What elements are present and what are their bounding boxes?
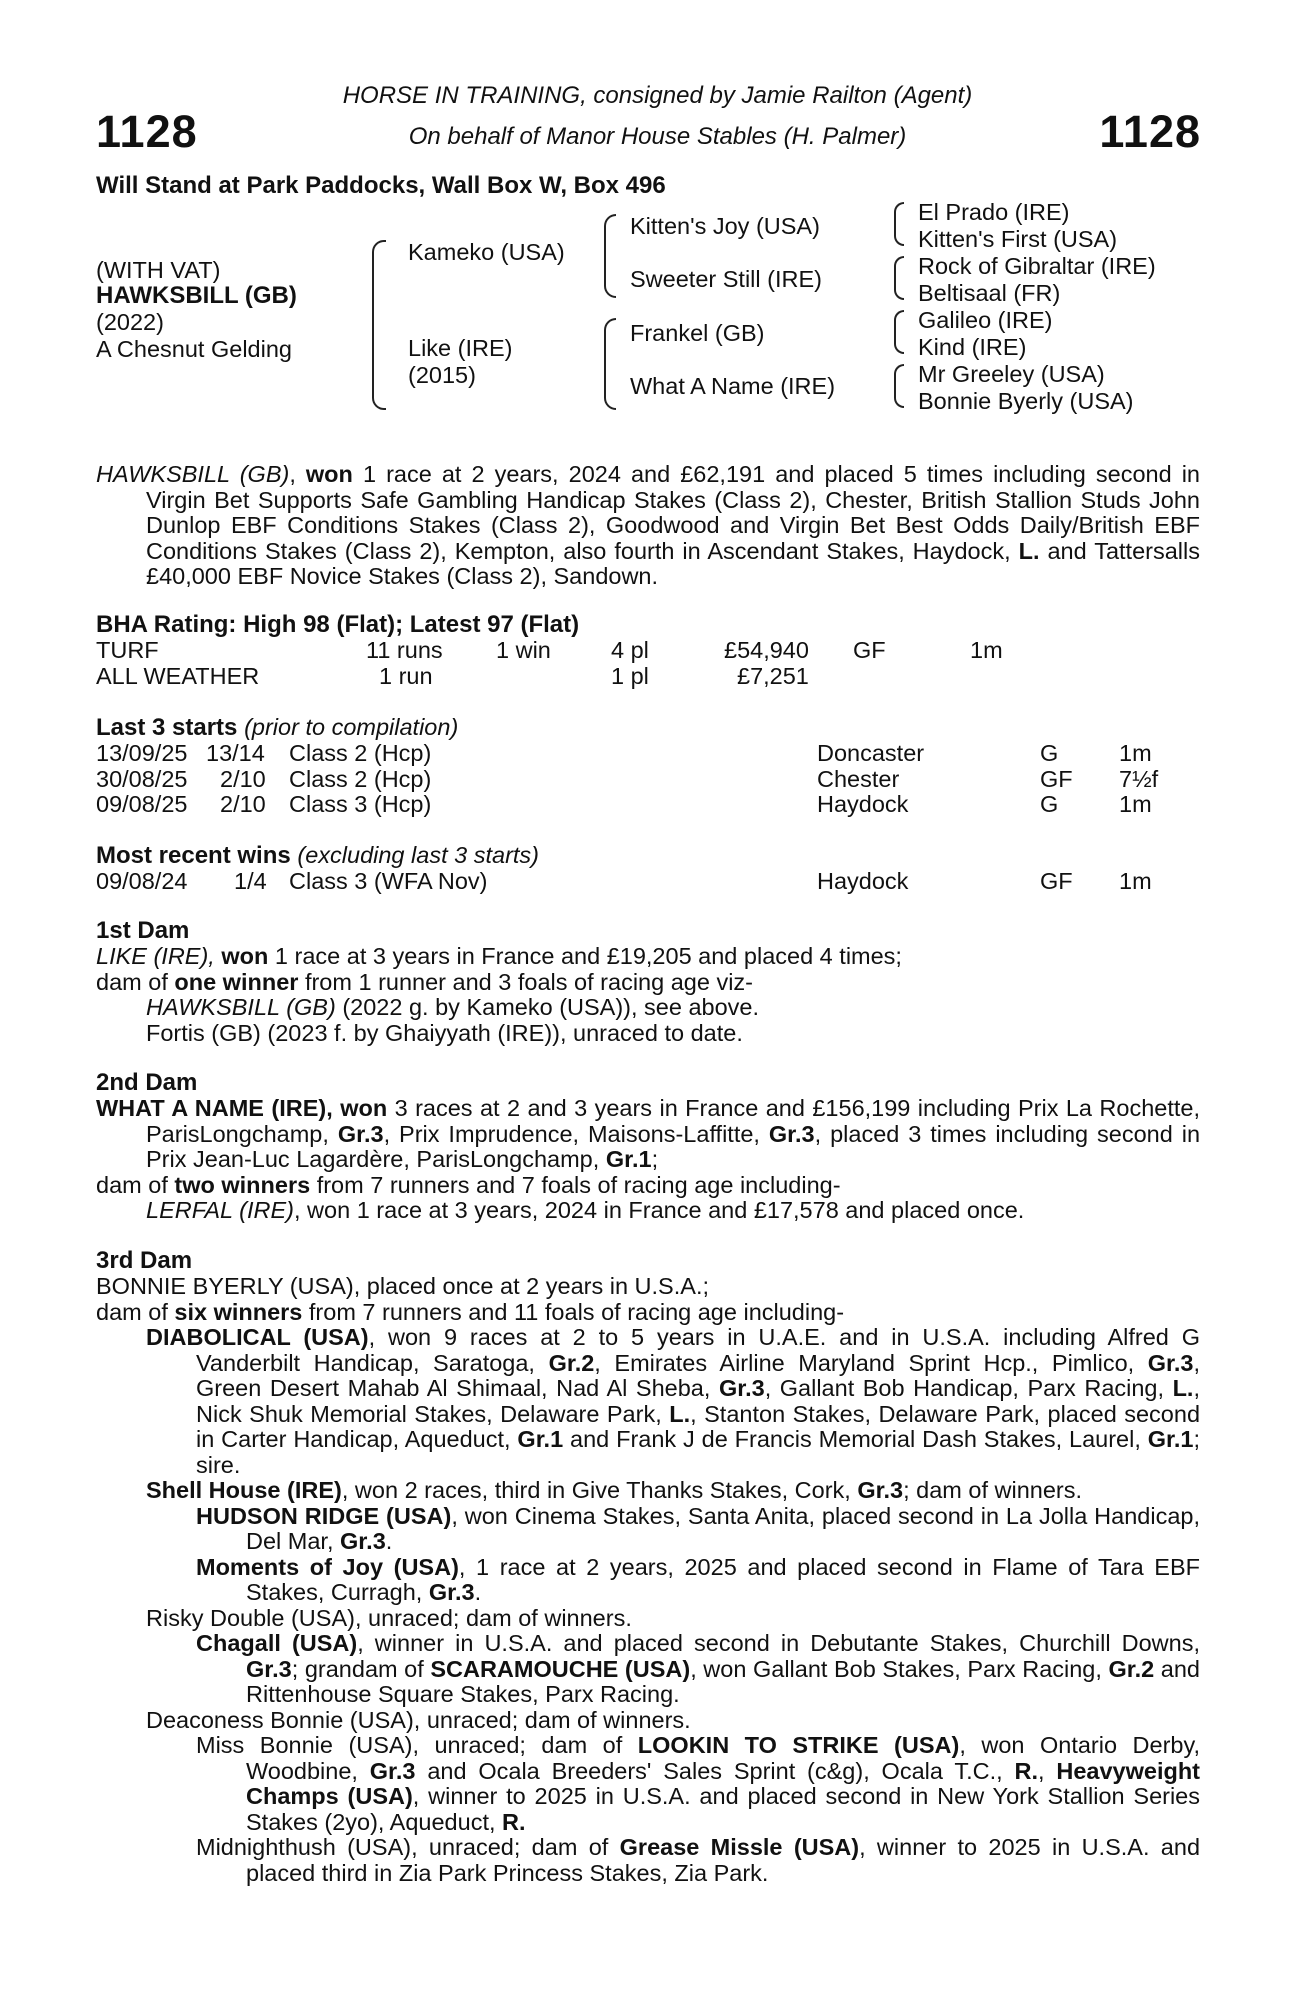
- brace-gen1: [372, 240, 386, 410]
- summary-text-end: and Tattersalls £40,000 EBF Novice Stakes (Class 2), Sandown.: [146, 537, 1200, 589]
- summary-text: 1 race at 2 years, 2024 and £62,191 and placed 5 times including second in Virgin Bet Supports Safe Gambling Handicap Stakes (Class 2), Chester, British Stallion Studs John Dunlop EBF Conditions Stakes (Class 2), Goodwood and Virgin Bet Best Odds Daily/British EBF Conditions Stakes (Class 2), Kempton, also fourth in Ascendant Stakes, Haydock,: [146, 461, 1200, 564]
- dam3-winners-text: from 7 runners and 11 foals of racing age including-: [308, 1298, 845, 1325]
- dam2-dam-of: dam of: [96, 1171, 168, 1198]
- progeny-name: Shell House (IRE): [146, 1477, 342, 1503]
- dam3-dam-of: dam of: [96, 1298, 168, 1325]
- dam2-text: 3 races at 2 and 3 years in France and £156,199 including Prix La Rochette, ParisLongchamp,: [146, 1095, 1201, 1147]
- rating-surface: TURF: [96, 637, 159, 663]
- rating-surface: ALL WEATHER: [96, 662, 260, 689]
- ped-ds: Frankel (GB): [630, 320, 765, 346]
- win-pos: 1/4: [234, 868, 267, 894]
- win-course: Haydock: [817, 868, 909, 894]
- brace-ss: [894, 202, 904, 246]
- grade: Gr.3: [768, 1120, 815, 1147]
- win-date: 09/08/24: [96, 868, 188, 894]
- consignor-line: HORSE IN TRAINING, consigned by Jamie Railton (Agent): [342, 82, 973, 109]
- rating-placed: 1 pl: [611, 662, 649, 689]
- progeny-name: DIABOLICAL (USA): [146, 1324, 369, 1350]
- dam2-winners: two winners: [174, 1171, 311, 1198]
- rating-row-aw: [96, 664, 1200, 690]
- ped-dd: What A Name (IRE): [630, 373, 836, 399]
- progeny-text: Midnighthush (USA), unraced; dam of: [196, 1834, 609, 1860]
- brace-ds: [894, 310, 904, 354]
- dam1-foal1-name: HAWKSBILL (GB): [146, 994, 336, 1020]
- start-going: G: [1040, 740, 1059, 766]
- progeny-text: Miss Bonnie (USA), unraced; dam of: [196, 1732, 623, 1758]
- start-date: 13/09/25: [96, 740, 188, 766]
- grade: Gr.1: [517, 1426, 564, 1452]
- grade: Gr.3: [718, 1375, 765, 1401]
- summary-won: won: [305, 461, 353, 487]
- brace-dam: [604, 318, 616, 410]
- dam2-foal-name: LERFAL (IRE): [146, 1197, 294, 1223]
- progeny-text: , winner to 2025 in U.S.A. and placed second in New York Stallion Series Stakes (2yo), Aqueduct,: [246, 1783, 1201, 1835]
- dam3-winners: six winners: [174, 1298, 303, 1325]
- start-pos: 2/10: [220, 765, 266, 792]
- rating-going: GF: [853, 637, 886, 663]
- progeny-text: , Stanton Stakes, Delaware Park, placed second in Carter Handicap, Aqueduct,: [196, 1400, 1201, 1452]
- progeny-text: , won 2 races, third in Give Thanks Stakes, Cork,: [341, 1477, 851, 1503]
- moments-of-joy-entry: [96, 1555, 1200, 1606]
- ped-dam-year: (2015): [408, 362, 476, 388]
- chagall-entry: [96, 1631, 1200, 1708]
- progeny-name: Chagall (USA): [196, 1630, 358, 1656]
- progeny-name: SCARAMOUCHE (USA): [430, 1655, 691, 1682]
- ped-sds: Rock of Gibraltar (IRE): [918, 253, 1156, 279]
- progeny-text: , won Cinema Stakes, Santa Anita, placed second in La Jolla Handicap, Del Mar,: [246, 1502, 1200, 1554]
- grade: Gr.3: [246, 1655, 292, 1682]
- progeny-name: HUDSON RIDGE (USA): [196, 1502, 452, 1529]
- grade: L.: [669, 1400, 691, 1427]
- start-pos: 13/14: [206, 740, 265, 766]
- rating-runs: 1 run: [379, 662, 433, 689]
- brace-sire: [604, 214, 616, 298]
- progeny-text: ; grandam of: [291, 1655, 424, 1682]
- vat-note: (WITH VAT): [96, 257, 221, 283]
- risky-double-entry: Risky Double (USA), unraced; dam of winners.: [146, 1604, 632, 1631]
- dam2-heading: 2nd Dam: [96, 1069, 198, 1096]
- last3-row: [96, 792, 1200, 818]
- ped-ssd: Kitten's First (USA): [918, 226, 1118, 252]
- ped-dss: Galileo (IRE): [918, 307, 1053, 333]
- grade: Gr.3: [369, 1757, 416, 1784]
- summary-horse-name: HAWKSBILL (GB): [96, 461, 290, 487]
- progeny-text: , won Gallant Bob Stakes, Parx Racing,: [690, 1655, 1102, 1682]
- dam2-won: won: [340, 1095, 388, 1121]
- progeny-text: .: [385, 1528, 393, 1554]
- recent-note: (excluding last 3 starts): [297, 842, 540, 868]
- progeny-text: , won Ontario Derby, Woodbine,: [246, 1732, 1201, 1784]
- horse-year: (2022): [96, 309, 164, 335]
- last3-heading: Last 3 starts: [96, 714, 238, 741]
- progeny-text: and Frank J de Francis Memorial Dash Stakes, Laurel,: [570, 1426, 1141, 1452]
- dam2-text: , Prix Imprudence, Maisons-Laffitte,: [383, 1120, 760, 1147]
- dam2-text: , placed 3 times including second in Prix Jean-Luc Lagardère, ParisLongchamp,: [146, 1120, 1201, 1172]
- rating-dist: 1m: [970, 637, 1003, 663]
- grade: Gr.1: [605, 1146, 652, 1172]
- diabolical-entry: [96, 1325, 1200, 1478]
- dam1-text: 1 race at 3 years in France and £19,205 and placed 4 times;: [274, 943, 902, 969]
- last-3-starts: [96, 714, 1200, 818]
- progeny-text: , 1 race at 2 years, 2025 and placed second in Flame of Tara EBF Stakes, Curragh,: [246, 1553, 1200, 1605]
- progeny-text: , winner in U.S.A. and placed second in Debutante Stakes, Churchill Downs,: [357, 1630, 1200, 1656]
- recent-heading: Most recent wins: [96, 842, 291, 869]
- start-class: Class 2 (Hcp): [289, 765, 432, 792]
- progeny-text: and Ocala Breeders' Sales Sprint (c&g), Ocala T.C.,: [427, 1757, 1003, 1784]
- grade: R.: [1014, 1757, 1038, 1784]
- progeny-name: Grease Missle (USA): [619, 1834, 860, 1860]
- rating-wins: 1 win: [496, 637, 551, 663]
- progeny-text: .: [474, 1579, 482, 1605]
- ped-sss: El Prado (IRE): [918, 199, 1070, 225]
- ped-ss: Kitten's Joy (USA): [630, 213, 820, 239]
- progeny-name: LOOKIN TO STRIKE (USA): [637, 1732, 960, 1758]
- ped-sire: Kameko (USA): [408, 239, 565, 265]
- dam2-name: WHAT A NAME (IRE),: [96, 1095, 333, 1121]
- ped-dds: Mr Greeley (USA): [918, 361, 1105, 387]
- rating-row-turf: [96, 638, 1200, 664]
- progeny-text: ; sire.: [196, 1426, 1201, 1478]
- dam1-foal1-text: (2022 g. by Kameko (USA)), see above.: [342, 994, 760, 1020]
- start-pos: 2/10: [220, 791, 266, 817]
- lot-number-left: 1128: [96, 106, 198, 157]
- progeny-text: , Green Desert Mahab Al Shimaal, Nad Al Sheba,: [196, 1349, 1201, 1401]
- grade: R.: [502, 1808, 526, 1835]
- progeny-text: , Emirates Airline Maryland Sprint Hcp., Pimlico,: [594, 1349, 1135, 1376]
- dam2-winners-text: from 7 runners and 7 foals of racing age including-: [316, 1171, 841, 1198]
- rating-section: [96, 612, 1200, 689]
- win-class: Class 3 (WFA Nov): [289, 868, 488, 894]
- start-dist: 1m: [1119, 740, 1152, 766]
- progeny-name: Heavyweight Champs (USA): [246, 1757, 1201, 1809]
- dam1-name: LIKE (IRE),: [96, 943, 215, 969]
- dam1-foal2: Fortis (GB) (2023 f. by Ghaiyyath (IRE)), unraced to date.: [146, 1019, 743, 1046]
- start-course: Haydock: [817, 791, 909, 817]
- stand-location: Will Stand at Park Paddocks, Wall Box W, Box 496: [96, 172, 666, 199]
- ped-sdd: Beltisaal (FR): [918, 280, 1061, 306]
- last3-row: [96, 767, 1200, 793]
- second-dam: [96, 1070, 1200, 1224]
- hudson-ridge-entry: [96, 1504, 1200, 1555]
- dam2-text: ;: [651, 1146, 659, 1172]
- start-dist: 7½f: [1119, 765, 1159, 792]
- first-dam: [96, 918, 1200, 1046]
- dam1-winners: one winner: [174, 968, 299, 995]
- race-summary: HAWKSBILL (GB), won 1 race at 2 years, 2024 and £62,191 and placed 5 times including second in Virgin Bet Supports Safe Gambling Handicap Stakes (Class 2), Chester, British Stallion Studs John Dunlop EBF Conditions Stakes (Class 2), Goodwood and Virgin Bet Best Odds Daily/British EBF Conditions Stakes (Class 2), Kempton, also fourth in Ascendant Stakes, Haydock, L. and Tattersalls £40,000 EBF Novice Stakes (Class 2), Sandown.: [96, 461, 1200, 589]
- on-behalf-line: On behalf of Manor House Stables (H. Palmer): [408, 123, 907, 150]
- ped-sd: Sweeter Still (IRE): [630, 266, 822, 292]
- start-going: G: [1040, 791, 1059, 817]
- summary-listed: L.: [1018, 537, 1040, 564]
- grade: L.: [1172, 1375, 1194, 1401]
- start-class: Class 2 (Hcp): [289, 740, 432, 766]
- grade: Gr.2: [1108, 1655, 1155, 1682]
- progeny-text: , Gallant Bob Handicap, Parx Racing,: [764, 1375, 1165, 1401]
- grade: Gr.3: [1147, 1349, 1194, 1376]
- rating-prize: £54,940: [724, 637, 809, 663]
- deaconess-entry: Deaconess Bonnie (USA), unraced; dam of winners.: [146, 1706, 691, 1733]
- dam1-dam-of: dam of: [96, 968, 168, 995]
- ped-ddd: Bonnie Byerly (USA): [918, 388, 1134, 414]
- horse-description: A Chesnut Gelding: [96, 336, 292, 362]
- grade: Gr.1: [1147, 1426, 1194, 1452]
- start-course: Doncaster: [817, 740, 925, 766]
- dam1-won: won: [221, 943, 269, 969]
- grade: Gr.3: [337, 1120, 384, 1147]
- brace-dd: [894, 364, 904, 408]
- midnighthush-entry: [96, 1835, 1200, 1886]
- brace-sd: [894, 256, 904, 300]
- grade: Gr.3: [340, 1528, 386, 1554]
- grade: Gr.2: [548, 1349, 595, 1376]
- start-date: 30/08/25: [96, 765, 188, 792]
- grade: Gr.3: [857, 1477, 904, 1503]
- progeny-name: Moments of Joy (USA): [196, 1553, 459, 1580]
- rating-placed: 4 pl: [611, 637, 649, 663]
- progeny-text: , won 9 races at 2 to 5 years in U.A.E. and in U.S.A. including Alfred G Vanderbilt Handicap, Saratoga,: [196, 1324, 1200, 1376]
- start-going: GF: [1040, 765, 1073, 792]
- start-dist: 1m: [1119, 791, 1152, 817]
- win-going: GF: [1040, 868, 1073, 894]
- progeny-text: and Rittenhouse Square Stakes, Parx Racing.: [246, 1655, 1201, 1707]
- third-dam: [96, 1248, 1200, 1886]
- dam3-heading: 3rd Dam: [96, 1247, 193, 1274]
- last3-note: (prior to compilation): [244, 714, 459, 740]
- progeny-text: , Nick Shuk Memorial Stakes, Delaware Park,: [196, 1375, 1200, 1427]
- shell-house-entry: [96, 1478, 1200, 1504]
- start-date: 09/08/25: [96, 791, 188, 817]
- ped-dsd: Kind (IRE): [918, 334, 1027, 360]
- dam1-winners-text: from 1 runner and 3 foals of racing age viz-: [304, 968, 753, 995]
- recent-row: [96, 869, 1200, 895]
- dam2-foal-text: , won 1 race at 3 years, 2024 in France and £17,578 and placed once.: [294, 1197, 1025, 1223]
- rating-runs: 11 runs: [366, 637, 443, 663]
- dam1-heading: 1st Dam: [96, 917, 190, 944]
- most-recent-wins: [96, 842, 1200, 895]
- ped-dam: Like (IRE): [408, 335, 513, 361]
- win-dist: 1m: [1119, 868, 1152, 894]
- progeny-text: , winner to 2025 in U.S.A. and placed third in Zia Park Princess Stakes, Zia Park.: [246, 1834, 1201, 1886]
- rating-prize: £7,251: [737, 662, 809, 689]
- progeny-text: ; dam of winners.: [903, 1477, 1083, 1503]
- last3-row: [96, 741, 1200, 767]
- start-course: Chester: [817, 765, 900, 792]
- horse-name: HAWKSBILL (GB): [96, 282, 297, 309]
- progeny-text: ,: [1037, 1757, 1045, 1784]
- dam3-line1: BONNIE BYERLY (USA), placed once at 2 years in U.S.A.;: [96, 1273, 709, 1299]
- lot-number-right: 1128: [1099, 106, 1201, 157]
- rating-heading: BHA Rating: High 98 (Flat); Latest 97 (Flat): [96, 611, 580, 638]
- miss-bonnie-entry: [96, 1733, 1200, 1835]
- grade: Gr.3: [428, 1579, 475, 1605]
- start-class: Class 3 (Hcp): [289, 791, 432, 817]
